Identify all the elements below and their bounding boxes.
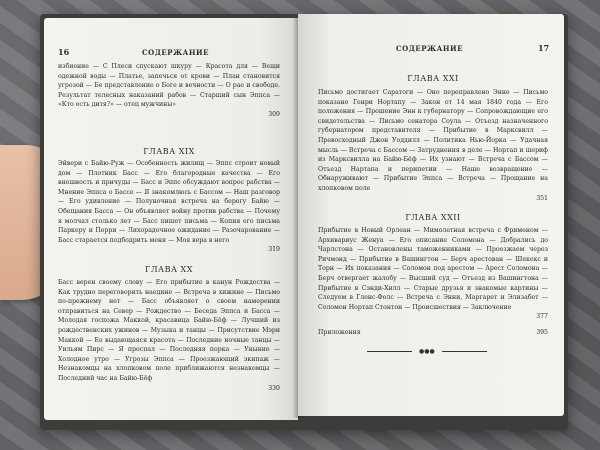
toc-entry: Басс верен своему слову — Его прибытие в канун Рождества — Как трудно переговорить наедине — Встреча в хижине — Письмо по-прежнему нет — Басс объявляет о своем намерении отправиться на Север — Рождество — Беседа Эппса и Басса — Молодая госпожа Маккой, красавица Байю-Бёф — Лучший из рождественских ужинов — Музыка и танцы — Присутствие Мэри Маккой — Ее выдающаяся красота — Последние ночные танцы — Уильям Пирс — Я проспал — Последняя порка — Уныние — Холодное утро — Угрозы Эппса — Проезжающий экипаж — Незнакомцы на хлопковом поле приближаются незнакомцы — Последний час на Байю-Бёф 330: [58, 279, 280, 392]
left-page: [44, 18, 298, 420]
running-head-left: СОДЕРЖАНИЕ: [142, 48, 209, 57]
page-number-right: 17: [538, 43, 550, 53]
chapter-heading: ГЛАВА XIX: [143, 147, 195, 156]
chapter-heading: ГЛАВА XXI: [407, 74, 459, 83]
toc-page-ref: 351: [536, 194, 548, 202]
toc-entry-appendix: Приложения 395: [318, 329, 548, 336]
toc-page-ref: 330: [268, 384, 280, 392]
running-head-right: СОДЕРЖАНИЕ: [396, 44, 463, 53]
toc-page-ref: 309: [268, 110, 280, 118]
toc-page-ref: 395: [536, 329, 548, 336]
toc-entry: Эйвери с Байю-Руж — Особенность жилищ — Эппс строит новый дом — Плотник Басс — Его благородные качества — Его внешность и причуды — Басс и Эппс обсуждают вопрос рабства — Мнение Эппса о Бассе — Я знакомлюсь с Бассом — Наш разговор — Его удивление — Полуночная встреча на берегу Байю — Обещания Басса — Он объявляет войну против рабства — Почему я молчал столько лет — Басс пишет письма — Копия его письма Паркеру и Перри — Лихорадочное ожидание — Разочарование — Басс старается подбодрить меня — Моя вера в него 319: [58, 160, 280, 254]
end-ornament: ●●●: [367, 349, 487, 355]
toc-entry: Письмо достигает Саратоги — Оно переправлено Энне — Письмо показано Генри Нортапу — Закон от 14 мая 1840 года — Его положения — Прошение Энн к губернатору — Сопровождающие его свидетельства — Письмо сенатора Соула — Отъезд назначенного губернатором представителя — Прибытие в Марксвилл — Превосходный Джон Уоддилл — Политика Нью-Йорка — Удачная мысль — Встреча с Бассом — Затруднения в деле — Нортап и шериф из Марксвилла на Байю-Бёф — Их узнают — Встреча с Бассом — Отъезд Нартапа и перипетии — Наше возвращение — Обнаруживают — Прибытие Эппса — Встреча — Прощание на хлопковом поле 351: [318, 89, 548, 202]
chapter-heading: ГЛАВА XXII: [405, 213, 461, 222]
page-number-left: 16: [58, 47, 70, 57]
right-page: [298, 14, 564, 416]
toc-entry: избиение — С Плеси спускают шкуру — Красота для — Вещи одежной воды — Платье, запечься от крови — План становится угрозой — Бе представление о Боге и вечности — О рае и свободе. Результат телесных наказаний рабов — Старший сын Эппса — «Кто есть дитя?» — отец мужчины» 309: [58, 63, 280, 118]
chapter-heading: ГЛАВА XX: [145, 265, 193, 274]
toc-page-ref: 319: [268, 246, 280, 254]
toc-entry: Прибытие в Новый Орлеан — Мимолетная встреча с Фрименом — Архивариус Женуа — Его описание Соломона — Добрались до Чарлстона — Остановлены таможенниками — Проезжаем через Ричмонд — Прибытие в Вашингтон — Берч арестован — Шекекс и Торн — Их показания — Соломон под арестом — Арест Соломона — Берч отвергает жалобу — Высший суд — Отъезд из Вашингтона — Прибытие в Сэнди-Хилл — Старые друзья и знакомые картины — Следуем в Гленс-Фолс — Встреча с Энни, Маргарет и Элизабет — Соломон Нортап Стонтон — Происшествия — Заключение 377: [318, 227, 548, 321]
toc-page-ref: 377: [536, 313, 548, 321]
